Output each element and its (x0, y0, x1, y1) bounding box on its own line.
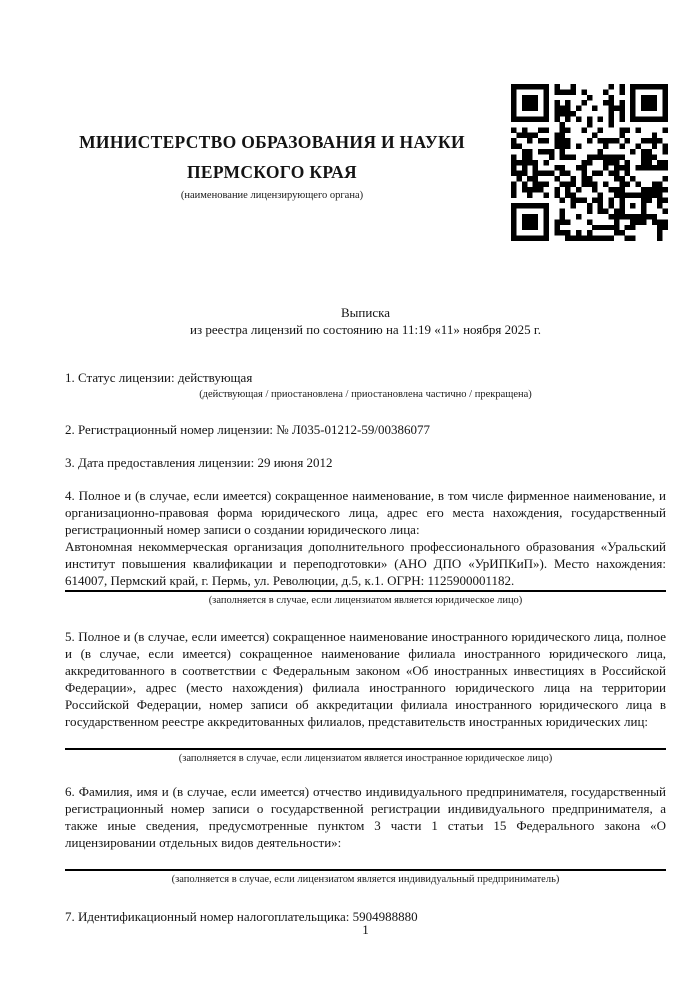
item-text: 5. Полное и (в случае, если имеется) сокращенное наименование иностранного юридического лица, полное и (в случае, если имеется) сокращенное наименование филиала иностранного юридического лица, аккредитованного в соответствии с Федеральным законом «Об иностранных инвестициях в Российской Федерации», адрес (место нахождения) филиала иностранного юридического лица на территории Российской Федерации, номер записи об аккредитации филиала иностранного юридического лица в государственном реестре аккредитованных филиалов, представительств иностранных юридических лиц: (65, 629, 666, 729)
document-title-line1: Выписка (341, 305, 390, 320)
item-text: 6. Фамилия, имя и (в случае, если имеется) отчество индивидуального предпринимателя, государственный регистрационный номер записи о государственной регистрации индивидуального предпринимателя, а также иные сведения, предусмотренные пунктом 3 части 1 статьи 15 Федерального закона «О лицензировании отдельных видов деятельности»: (65, 784, 666, 850)
item-value: Автономная некоммерческая организация дополнительного профессионального образования «Уральский институт повышения квалификации и переподготовки» (АНО ДПО «УрИПКиП»). Место нахождения: 614007, Пермский край, г. Пермь, ул. Революции, д.5, к.1. ОГРН: 1125900001182. (65, 539, 666, 588)
item-note: (заполняется в случае, если лицензиатом является иностранное юридическое лицо) (178, 753, 553, 764)
page-number: 1 (362, 922, 369, 937)
document-item (65, 628, 666, 766)
item-text: 4. Полное и (в случае, если имеется) сокращенное наименование, в том числе фирменное наименование, и организационно-правовая форма юридического лица, адрес его места нахождения, государственный регистрационный номер записи о создании юридического лица: (65, 488, 666, 537)
item-text: 7. Идентификационный номер налогоплательщика: 5904988880 (65, 909, 418, 924)
fill-in-rule (65, 869, 666, 871)
document-item (65, 454, 666, 471)
document-body (65, 369, 666, 941)
document-item (65, 487, 666, 608)
item-note: (действующая / приостановлена / приостановлена частично / прекращена) (199, 389, 532, 400)
qr-code-icon (511, 84, 668, 241)
item-text: 2. Регистрационный номер лицензии: № Л035-01212-59/00386077 (65, 422, 431, 437)
document-item (65, 783, 666, 887)
document-title-line2: из реестра лицензий по состоянию на 11:19 «11» ноября 2025 г. (190, 322, 541, 337)
document-title (65, 304, 666, 338)
ministry-name-line2: ПЕРМСКОГО КРАЯ (187, 162, 357, 182)
ministry-caption: (наименование лицензирующего органа) (180, 190, 364, 201)
item-text: 3. Дата предоставления лицензии: 29 июня 2012 (65, 455, 333, 470)
qr-code-image (511, 84, 668, 241)
document-item (65, 421, 666, 438)
ministry-name-line1: МИНИСТЕРСТВО ОБРАЗОВАНИЯ И НАУКИ (79, 132, 465, 152)
ministry-header (65, 127, 479, 203)
item-note: (заполняется в случае, если лицензиатом является юридическое лицо) (208, 595, 523, 606)
item-value (65, 851, 666, 868)
fill-in-rule (65, 748, 666, 750)
document-item (65, 369, 666, 402)
item-value (65, 730, 666, 747)
item-text: 1. Статус лицензии: действующая (65, 370, 253, 385)
item-note: (заполняется в случае, если лицензиатом является индивидуальный предприниматель) (171, 874, 560, 885)
fill-in-rule (65, 590, 666, 592)
